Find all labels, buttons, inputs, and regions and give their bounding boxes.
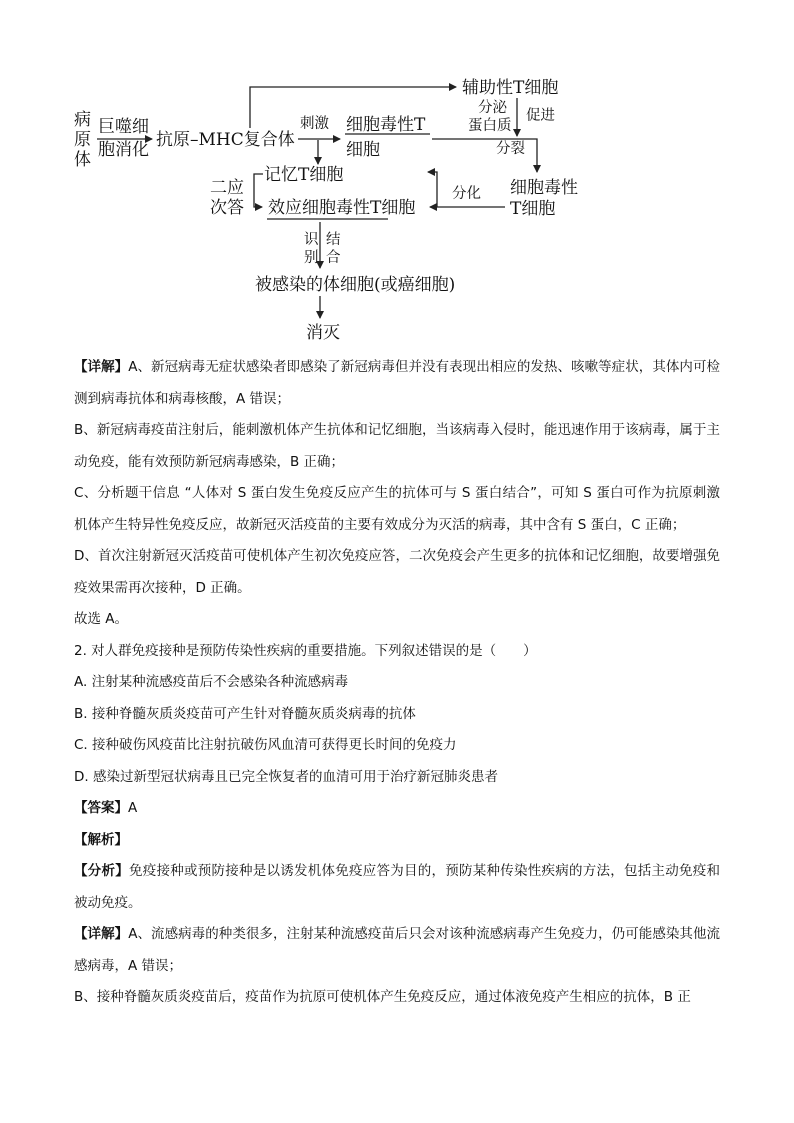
antigen-mhc-complex: 抗原–MHC复合体	[156, 130, 295, 150]
bind-char-2: 合	[326, 250, 341, 266]
recognize-char-2: 别	[304, 250, 319, 266]
paragraph-text: A. 注射某种流感疫苗后不会感染各种流感病毒	[74, 674, 349, 690]
analysis-heading	[74, 825, 720, 857]
paragraph	[74, 604, 720, 636]
pathogen-char-3: 体	[74, 150, 91, 170]
infected-body-cell: 被感染的体细胞(或癌细胞)	[255, 275, 456, 295]
pathogen-char-2: 原	[74, 130, 91, 150]
option-d	[74, 762, 720, 794]
section-tag: 【详解】	[74, 359, 129, 375]
paragraph-text: B. 接种脊髓灰质炎疫苗可产生针对脊髓灰质炎病毒的抗体	[74, 705, 416, 722]
paragraph-text: D. 感染过新型冠状病毒且已完全恢复者的血清可用于治疗新冠肺炎患者	[74, 768, 498, 785]
question-stem	[74, 636, 720, 668]
secondary-response-bottom: 次答	[210, 198, 244, 218]
secrete-label-bottom: 蛋白质	[468, 118, 512, 134]
paragraph	[74, 541, 720, 604]
paragraph	[74, 352, 720, 415]
section-tag: 【分析】	[74, 863, 129, 879]
paragraph	[74, 856, 720, 919]
recognize-char-1: 识	[304, 232, 319, 248]
helper-t-cell: 辅助性T细胞	[462, 78, 559, 98]
immune-response-diagram	[0, 0, 794, 350]
paragraph	[74, 919, 720, 982]
divide-label: 分裂	[496, 141, 525, 157]
option-b	[74, 699, 720, 731]
paragraph-text: 故选 A。	[74, 611, 129, 627]
pathogen-char-1: 病	[74, 110, 91, 130]
effector-cytotoxic-t-cell: 效应细胞毒性T细胞	[268, 198, 416, 218]
differentiate-arrow-memory	[428, 172, 437, 207]
paragraph-text: A	[128, 800, 138, 816]
paragraph	[74, 415, 720, 478]
document-body	[74, 352, 720, 1014]
secondary-response-top: 二应	[210, 178, 244, 198]
promote-label: 促进	[526, 108, 555, 124]
section-tag: 【解析】	[74, 831, 128, 848]
answer	[74, 793, 720, 825]
cytotoxic-t-cell-initial-top: 细胞毒性T	[346, 115, 426, 135]
eliminate-label: 消灭	[306, 323, 340, 343]
paragraph-text: D、首次注射新冠灭活疫苗可使机体产生初次免疫应答，二次免疫会产生更多的抗体和记忆细胞，故要增强免疫效果需再次接种，D 正确。	[74, 548, 720, 596]
paragraph	[74, 982, 720, 1014]
paragraph-text: C. 接种破伤风疫苗比注射抗破伤风血清可获得更长时间的免疫力	[74, 737, 457, 753]
cytotoxic-t-cell-initial-bottom: 细胞	[346, 140, 380, 160]
paragraph-text: A、新冠病毒无症状感染者即感染了新冠病毒但并没有表现出相应的发热、咳嗽等症状，其体内可检测到病毒抗体和病毒核酸，A 错误；	[74, 359, 721, 407]
secondary-response-arrow	[254, 174, 263, 207]
cytotoxic-t-cell-divided-bottom: T细胞	[510, 199, 556, 219]
cytotoxic-t-cell-divided-top: 细胞毒性	[510, 178, 578, 198]
macrophage-label-top: 巨噬细	[98, 117, 149, 137]
section-tag: 【答案】	[74, 800, 128, 816]
paragraph-text: C、分析题干信息 “人体对 S 蛋白发生免疫反应产生的抗体可与 S 蛋白结合”，可知 S 蛋白可作为抗原刺激机体产生特异性免疫反应，故新冠灭活疫苗的主要有效成分为灭活的病毒，其中含有 S 蛋白，C 正确；	[74, 485, 720, 533]
memory-t-cell: 记忆T细胞	[264, 165, 344, 185]
secrete-label-top: 分泌	[478, 100, 507, 116]
option-c	[74, 730, 720, 762]
paragraph-text: B、新冠病毒疫苗注射后，能刺激机体产生抗体和记忆细胞，当该病毒入侵时，能迅速作用于该病毒，属于主动免疫，能有效预防新冠病毒感染，B 正确；	[74, 422, 720, 470]
differentiate-label: 分化	[452, 186, 481, 202]
bind-char-1: 结	[326, 232, 341, 248]
macrophage-label-bottom: 胞消化	[98, 140, 149, 160]
paragraph-text: 免疫接种或预防接种是以诱发机体免疫应答为目的，预防某种传染性疾病的方法，包括主动免疫和被动免疫。	[74, 863, 720, 911]
paragraph-text: B、接种脊髓灰质炎疫苗后，疫苗作为抗原可使机体产生免疫反应，通过体液免疫产生相应的抗体，B 正	[74, 989, 691, 1005]
paragraph-text: 2. 对人群免疫接种是预防传染性疾病的重要措施。下列叙述错误的是（ ）	[74, 642, 537, 659]
paragraph	[74, 478, 720, 541]
stimulate-label: 刺激	[300, 116, 329, 132]
option-a	[74, 667, 720, 699]
paragraph-text: A、流感病毒的种类很多，注射某种流感疫苗后只会对该种流感病毒产生免疫力，仍可能感染其他流感病毒，A 错误；	[74, 926, 721, 974]
section-tag: 【详解】	[74, 926, 129, 942]
